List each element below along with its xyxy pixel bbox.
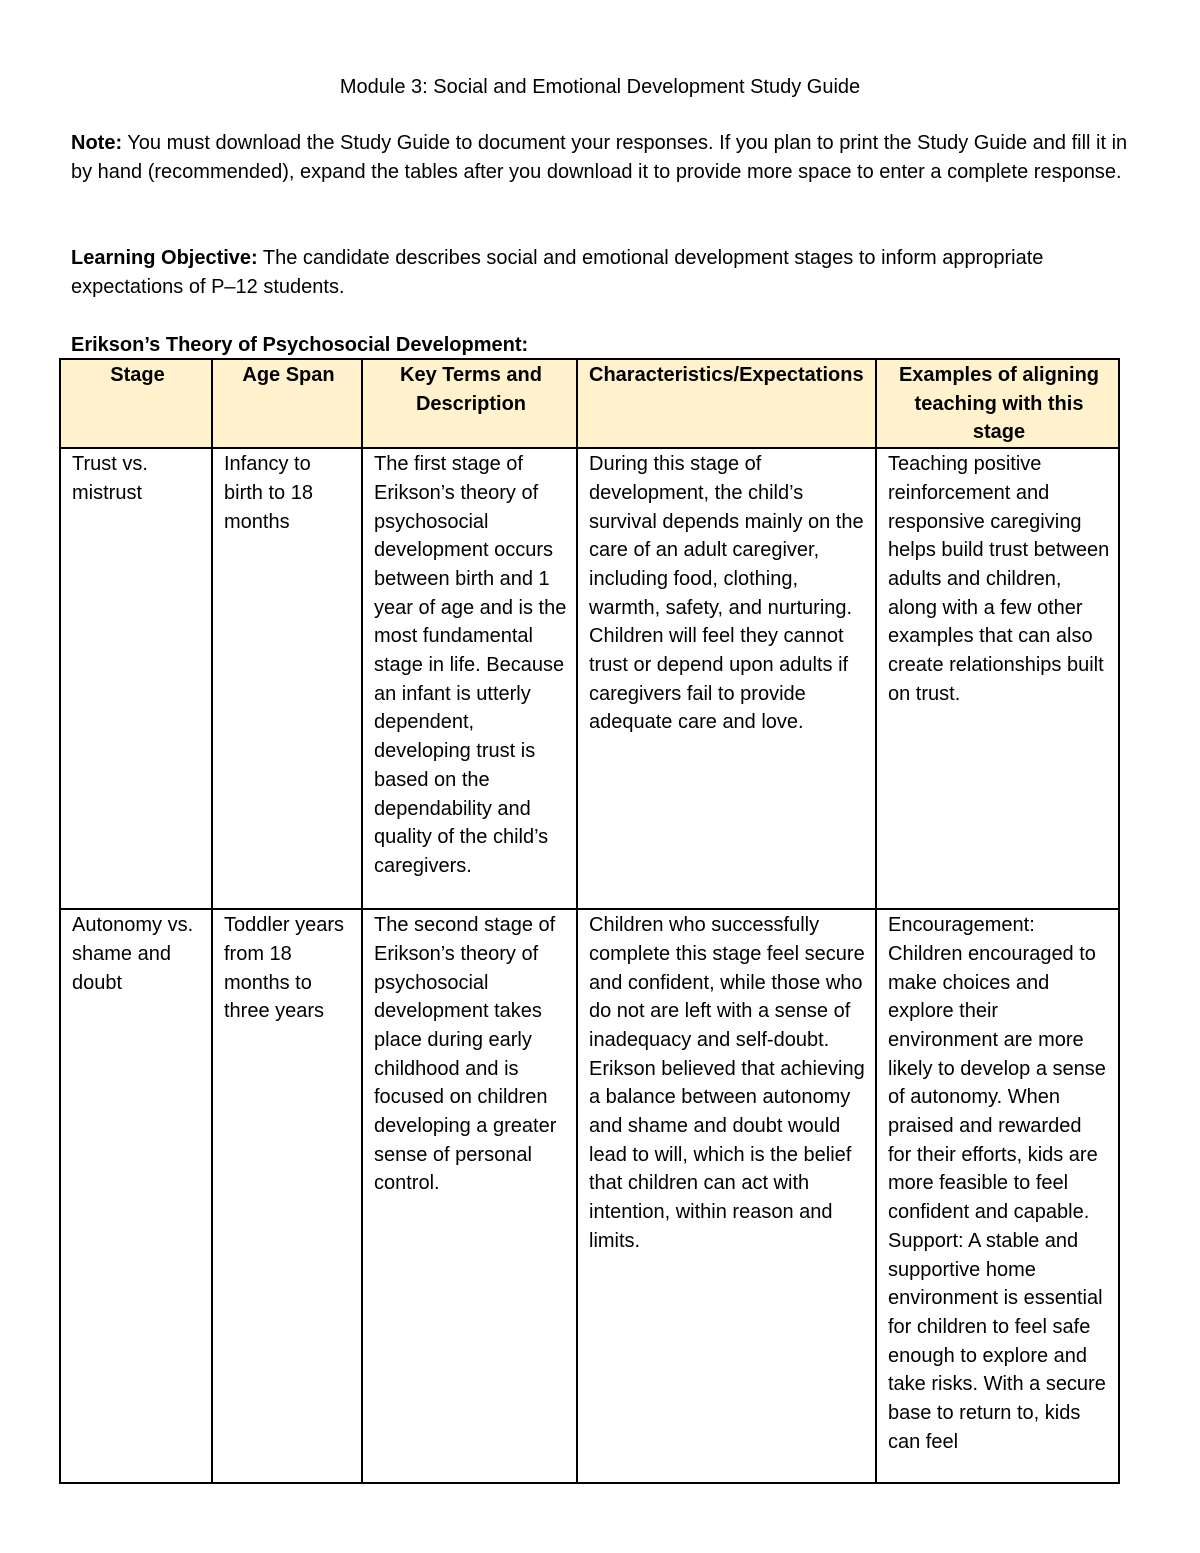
header-examples: Examples of aligning teaching with this stage xyxy=(876,359,1119,448)
cell-characteristics[interactable]: During this stage of development, the child’s survival depends mainly on the care of an adult caregiver, including food, clothing, warmth, safety, and nurturing. Children will feel they cannot trust or depend upon adults if caregivers fail to provide adequate care and love. xyxy=(577,448,876,909)
cell-age-span[interactable]: Infancy to birth to 18 months xyxy=(212,448,362,909)
erikson-stages-table xyxy=(59,358,1120,1484)
header-age-span: Age Span xyxy=(212,359,362,448)
table-row xyxy=(60,909,1119,1483)
header-stage: Stage xyxy=(60,359,212,448)
document-title: Module 3: Social and Emotional Development Study Guide xyxy=(339,76,861,98)
cell-key-terms[interactable]: The first stage of Erikson’s theory of psychosocial development occurs between birth and 1 year of age and is the most fundamental stage in life. Because an infant is utterly dependent, developing trust is based on the dependability and quality of the child’s caregivers. xyxy=(362,448,577,909)
cell-characteristics[interactable]: Children who successfully complete this stage feel secure and confident, while those who do not are left with a sense of inadequacy and self-doubt. Erikson believed that achieving a balance between autonomy and shame and doubt would lead to will, which is the belief that children can act with intention, within reason and limits. xyxy=(577,909,876,1483)
learning-objective-text: The candidate describes social and emotional development stages to inform appropriate expectations of P–12 students. xyxy=(71,247,1044,298)
note-text: You must download the Study Guide to document your responses. If you plan to print the Study Guide and fill it in by hand (recommended), expand the tables after you download it to provide more space to enter a complete response. xyxy=(71,132,1128,183)
section-heading: Erikson’s Theory of Psychosocial Development: xyxy=(71,334,529,356)
learning-objective-label: Learning Objective: xyxy=(71,247,258,269)
cell-examples[interactable]: Encouragement: Children encouraged to make choices and explore their environment are more likely to develop a sense of autonomy. When praised and rewarded for their efforts, kids are more feasible to feel confident and capable. Support: A stable and supportive home environment is essential for children to feel safe enough to explore and take risks. With a secure base to return to, kids can feel xyxy=(876,909,1119,1483)
table-header-row xyxy=(60,359,1119,448)
table-row xyxy=(60,448,1119,909)
header-characteristics: Characteristics/Expectations xyxy=(577,359,876,448)
learning-objective-paragraph xyxy=(71,244,1136,302)
cell-age-span[interactable]: Toddler years from 18 months to three years xyxy=(212,909,362,1483)
cell-stage[interactable]: Autonomy vs. shame and doubt xyxy=(60,909,212,1483)
note-label: Note: xyxy=(71,132,123,154)
cell-stage[interactable]: Trust vs. mistrust xyxy=(60,448,212,909)
cell-key-terms[interactable]: The second stage of Erikson’s theory of psychosocial development takes place during early childhood and is focused on children developing a greater sense of personal control. xyxy=(362,909,577,1483)
cell-examples[interactable]: Teaching positive reinforcement and responsive caregiving helps build trust between adults and children, along with a few other examples that can also create relationships built on trust. xyxy=(876,448,1119,909)
header-key-terms: Key Terms and Description xyxy=(362,359,577,448)
note-paragraph xyxy=(71,129,1136,187)
